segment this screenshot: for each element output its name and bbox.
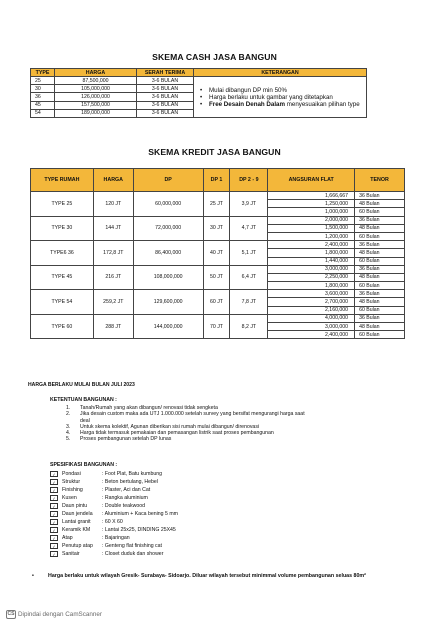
- terms-item-number: 1.: [66, 405, 71, 411]
- terms-item-text: Harga tidak termasuk pemakaian dan pemasangan listrik saat proses pembangunan: [80, 430, 274, 437]
- credit-cell-tenor: 60 Bulan: [355, 257, 405, 265]
- checkbox-icon: ✓: [50, 519, 58, 525]
- cash-note-2-text: [209, 94, 333, 101]
- spec-item-key: Keramik KM: [62, 527, 91, 533]
- specs-list: [50, 470, 342, 558]
- credit-row: [31, 265, 405, 273]
- credit-row: [31, 216, 405, 224]
- spec-item-value: : Genteng flat finishing cat: [102, 543, 162, 549]
- credit-cell-dp1: 40 JT: [203, 241, 230, 266]
- cash-cell-term: 3-6 BULAN: [137, 85, 194, 93]
- cash-cell-price: 126,000,000: [55, 93, 137, 101]
- credit-row: [31, 241, 405, 249]
- credit-cell-dp1: 70 JT: [203, 314, 230, 339]
- spec-item-key: Daun jendela: [62, 511, 93, 517]
- credit-title: SKEMA KREDIT JASA BANGUN: [148, 147, 281, 157]
- cash-cell-type: 54: [31, 109, 55, 117]
- cash-cell-term: 3-6 BULAN: [137, 77, 194, 85]
- credit-cell-flat: 1,200,000: [268, 232, 355, 240]
- spec-item-value: : Bajaringan: [102, 535, 130, 541]
- spec-item: [50, 494, 342, 502]
- credit-cell-dp1: 25 JT: [203, 192, 230, 217]
- spec-item: [50, 518, 342, 526]
- cash-note-1: [200, 87, 362, 94]
- checkbox-icon: ✓: [50, 479, 58, 485]
- credit-cell-tenor: 48 Bulan: [355, 298, 405, 306]
- terms-item-number: 3.: [66, 423, 71, 430]
- credit-cell-type: TYPE6 36: [31, 241, 94, 266]
- credit-cell-tenor: 60 Bulan: [355, 208, 405, 216]
- credit-cell-flat: 1,000,000: [268, 208, 355, 216]
- cash-table: [30, 68, 367, 118]
- spec-item-key: Daun pintu: [62, 503, 88, 509]
- terms-section: [50, 397, 380, 443]
- credit-cell-dp29: 6,4 JT: [230, 265, 268, 290]
- cash-note-3: [200, 101, 362, 108]
- terms-list: [50, 405, 380, 443]
- spec-item: [50, 534, 342, 542]
- credit-header-flat: ANGSURAN FLAT: [268, 169, 355, 192]
- credit-cell-dp: 86,400,000: [133, 241, 203, 266]
- credit-cell-dp1: 60 JT: [203, 290, 230, 315]
- credit-cell-dp29: 3,9 JT: [230, 192, 268, 217]
- cash-header-type: TYPE: [31, 69, 55, 77]
- cash-cell-type: 25: [31, 77, 55, 85]
- terms-item-text: Proses pembangunan setelah DP lunas: [80, 436, 172, 443]
- credit-cell-tenor: 36 Bulan: [355, 192, 405, 200]
- terms-item-text: Jika desain custom maka ada UTJ 1.000.000 setelah survey yang bersifat mengurangi harga saat: [80, 411, 305, 418]
- terms-item-number: 4.: [66, 430, 71, 437]
- credit-cell-tenor: 48 Bulan: [355, 273, 405, 281]
- spec-item-value: : 60 X 60: [102, 519, 123, 525]
- checkbox-icon: ✓: [50, 535, 58, 541]
- cash-cell-term: 3-6 BULAN: [137, 101, 194, 109]
- credit-cell-tenor: 48 Bulan: [355, 224, 405, 232]
- credit-row: [31, 290, 405, 298]
- credit-cell-tenor: 36 Bulan: [355, 314, 405, 322]
- footer-bullet: •: [32, 573, 34, 579]
- cash-note-cell: [194, 77, 367, 118]
- credit-cell-dp: 60,000,000: [133, 192, 203, 217]
- specs-heading: SPESIFIKASI BANGUNAN :: [50, 462, 118, 468]
- checkbox-icon: ✓: [50, 503, 58, 509]
- credit-cell-type: TYPE 54: [31, 290, 94, 315]
- credit-header-dp: DP: [133, 169, 203, 192]
- credit-cell-flat: 3,000,000: [268, 265, 355, 273]
- spec-item: [50, 550, 342, 558]
- credit-cell-type: TYPE 45: [31, 265, 94, 290]
- credit-cell-dp29: 5,1 JT: [230, 241, 268, 266]
- price-valid-note: HARGA BERLAKU MULAI BULAN JULI 2023: [28, 382, 135, 388]
- cash-note-3-part: menyesuaikan pilihan type: [285, 101, 360, 109]
- spec-item-value: : Lantai 25x25, DINDING 25X45: [102, 527, 176, 533]
- terms-item-text: deal: [80, 417, 90, 424]
- spec-item-value: : Aluminium + Kaca bening 5 mm: [102, 511, 178, 517]
- credit-cell-tenor: 48 Bulan: [355, 323, 405, 331]
- credit-cell-tenor: 60 Bulan: [355, 331, 405, 339]
- credit-cell-flat: 2,000,000: [268, 216, 355, 224]
- spec-item-key: Kusen: [62, 495, 77, 501]
- credit-cell-price: 259,2 JT: [93, 290, 133, 315]
- spec-item: [50, 486, 342, 494]
- cash-row: [31, 77, 367, 85]
- credit-cell-tenor: 36 Bulan: [355, 265, 405, 273]
- cash-cell-price: 189,000,000: [55, 109, 137, 117]
- credit-cell-dp1: 50 JT: [203, 265, 230, 290]
- credit-cell-flat: 1,800,000: [268, 282, 355, 290]
- credit-cell-price: 120 JT: [93, 192, 133, 217]
- terms-item-text: Tanah/Rumah yang akan dibangun/ renovasi tidak sengketa: [80, 405, 218, 411]
- credit-cell-price: 172,8 JT: [93, 241, 133, 266]
- credit-cell-flat: 4,000,000: [268, 314, 355, 322]
- cash-cell-type: 36: [31, 93, 55, 101]
- cash-cell-type: 30: [31, 85, 55, 93]
- spec-item-key: Struktur: [62, 479, 81, 485]
- terms-item-number: 2.: [66, 411, 71, 418]
- credit-header-price: HARGA: [93, 169, 133, 192]
- credit-cell-dp: 144,000,000: [133, 314, 203, 339]
- spec-item: [50, 502, 342, 510]
- credit-cell-dp1: 30 JT: [203, 216, 230, 241]
- credit-body: [31, 192, 405, 339]
- credit-cell-flat: 3,600,000: [268, 290, 355, 298]
- spec-item-key: Sanitair: [62, 551, 80, 557]
- credit-cell-tenor: 60 Bulan: [355, 282, 405, 290]
- terms-item: [50, 436, 380, 442]
- spec-item: [50, 510, 342, 518]
- cash-note-2-part: Harga berlaku untuk gambar yang ditetapkan: [209, 93, 333, 101]
- credit-cell-flat: 2,400,000: [268, 331, 355, 339]
- credit-cell-price: 144 JT: [93, 216, 133, 241]
- credit-cell-flat: 3,000,000: [268, 323, 355, 331]
- credit-row: [31, 192, 405, 200]
- bullet-icon: •: [200, 93, 203, 101]
- credit-row: [31, 314, 405, 322]
- credit-cell-price: 216 JT: [93, 265, 133, 290]
- cash-header-price: HARGA: [55, 69, 137, 77]
- credit-header-dp1: DP 1: [203, 169, 230, 192]
- spec-item: [50, 478, 342, 486]
- credit-cell-flat: 1,250,000: [268, 200, 355, 208]
- credit-cell-flat: 1,440,000: [268, 257, 355, 265]
- spec-item: [50, 542, 342, 550]
- spec-item-key: Atap: [62, 535, 73, 541]
- spec-item-value: : Beton bertulang, Hebel: [102, 479, 158, 485]
- cash-body: [31, 77, 367, 118]
- bullet-icon: •: [200, 86, 203, 94]
- credit-cell-tenor: 60 Bulan: [355, 232, 405, 240]
- spec-item: [50, 470, 342, 478]
- credit-header-type: TYPE RUMAH: [31, 169, 94, 192]
- footer-note-text: Harga berlaku untuk wilayah Gresik- Surabaya- Sidoarjo. Diluar wilayah tersebut minimmal volume pembangunan seluas 80m²: [48, 573, 366, 579]
- camscanner-logo-icon: CS: [7, 611, 15, 617]
- spec-item-key: Finishing: [62, 487, 83, 493]
- credit-cell-tenor: 36 Bulan: [355, 241, 405, 249]
- cash-note-2: [200, 94, 362, 101]
- credit-cell-dp: 129,600,000: [133, 290, 203, 315]
- cash-note-3-text: [209, 101, 360, 108]
- credit-cell-tenor: 36 Bulan: [355, 290, 405, 298]
- cash-note-1-text: [209, 87, 287, 94]
- credit-cell-tenor: 60 Bulan: [355, 306, 405, 314]
- spec-item-key: Pondasi: [62, 471, 81, 477]
- credit-cell-flat: 1,500,000: [268, 224, 355, 232]
- cash-note-1-part: Mulai dibangun DP min 50%: [209, 86, 287, 94]
- cash-cell-price: 87,500,000: [55, 77, 137, 85]
- credit-cell-type: TYPE 30: [31, 216, 94, 241]
- spec-item-key: Lantai granit: [62, 519, 91, 525]
- terms-heading: KETENTUAN BANGUNAN :: [50, 397, 117, 403]
- cash-header-note: KETERANGAN: [194, 69, 367, 77]
- checkbox-icon: ✓: [50, 543, 58, 549]
- cash-cell-type: 45: [31, 101, 55, 109]
- checkbox-icon: ✓: [50, 527, 58, 533]
- cash-title: SKEMA CASH JASA BANGUN: [152, 52, 277, 62]
- credit-cell-tenor: 36 Bulan: [355, 216, 405, 224]
- credit-cell-dp: 72,000,000: [133, 216, 203, 241]
- credit-cell-tenor: 48 Bulan: [355, 249, 405, 257]
- watermark-text: Dipindai dengan CamScanner: [18, 611, 103, 618]
- credit-cell-dp29: 7,8 JT: [230, 290, 268, 315]
- camscanner-watermark: [6, 610, 102, 619]
- credit-cell-tenor: 48 Bulan: [355, 200, 405, 208]
- specs-section: [50, 462, 342, 558]
- spec-item-key: Penutup atap: [62, 543, 93, 549]
- spec-item: [50, 526, 342, 534]
- terms-item-number: 5.: [66, 436, 71, 443]
- spec-item-value: : Closet duduk dan shower: [102, 551, 164, 557]
- credit-cell-dp: 108,000,000: [133, 265, 203, 290]
- credit-cell-flat: 2,160,000: [268, 306, 355, 314]
- cash-cell-term: 3-6 BULAN: [137, 93, 194, 101]
- credit-header-tenor: TENOR: [355, 169, 405, 192]
- credit-header-dp29: DP 2 - 9: [230, 169, 268, 192]
- footer-note: [32, 573, 402, 579]
- bullet-icon: •: [200, 101, 203, 109]
- spec-item-value: : Plaster, Aci dan Cat: [102, 487, 151, 493]
- credit-cell-type: TYPE 60: [31, 314, 94, 339]
- cash-cell-term: 3-6 BULAN: [137, 109, 194, 117]
- spec-item-value: : Double teakwood: [102, 503, 145, 509]
- checkbox-icon: ✓: [50, 551, 58, 557]
- credit-cell-dp29: 8,2 JT: [230, 314, 268, 339]
- credit-cell-flat: 2,700,000: [268, 298, 355, 306]
- cash-cell-price: 157,500,000: [55, 101, 137, 109]
- cash-header-term: SERAH TERIMA: [137, 69, 194, 77]
- spec-item-value: : Rangka aluminium: [102, 495, 148, 501]
- checkbox-icon: ✓: [50, 511, 58, 517]
- credit-cell-dp29: 4,7 JT: [230, 216, 268, 241]
- cash-note-3-part: Free Desain Denah Dalam: [209, 101, 285, 109]
- checkbox-icon: ✓: [50, 495, 58, 501]
- credit-cell-flat: 2,250,000: [268, 273, 355, 281]
- terms-item-text: Untuk skema kolektif, Agunan diberikan sisi rumah mulai dibangun/ direnovasi: [80, 423, 260, 430]
- cash-cell-price: 105,000,000: [55, 85, 137, 93]
- credit-cell-flat: 1,800,000: [268, 249, 355, 257]
- credit-cell-flat: 2,400,000: [268, 241, 355, 249]
- credit-cell-type: TYPE 25: [31, 192, 94, 217]
- checkbox-icon: ✓: [50, 471, 58, 477]
- credit-table: [30, 168, 405, 339]
- checkbox-icon: ✓: [50, 487, 58, 493]
- credit-cell-flat: 1,666,667: [268, 192, 355, 200]
- spec-item-value: : Foot Plat, Batu kumbung: [102, 471, 162, 477]
- credit-cell-price: 288 JT: [93, 314, 133, 339]
